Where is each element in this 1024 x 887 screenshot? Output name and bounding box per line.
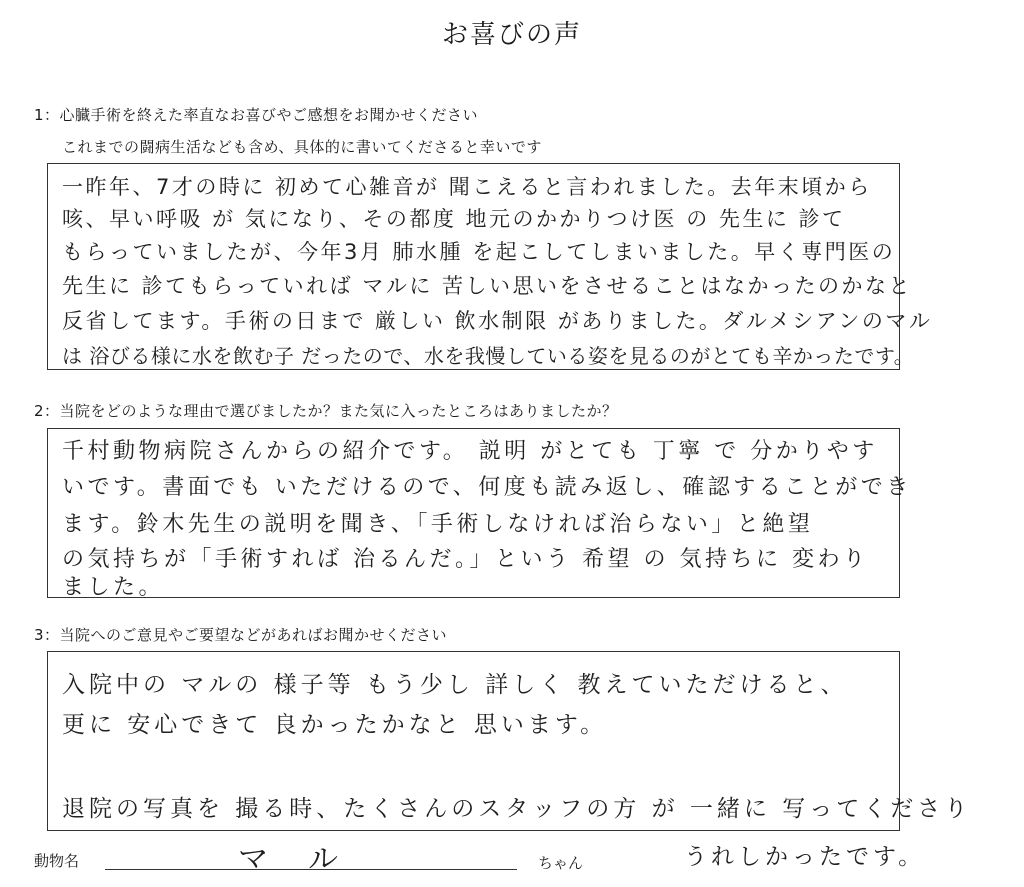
- answer-3-line: 入院中の マルの 様子等 もう少し 詳しく 教えていただけると、: [62, 672, 848, 698]
- question-3: 3：当院へのご意見やご要望などがあればお聞かせください: [34, 626, 448, 644]
- answer-2-line: の気持ちが「手術すれば 治るんだ。」という 希望 の 気持ちに 変わり: [62, 547, 869, 572]
- answer-3-line: 更に 安心できて 良かったかなと 思います。: [62, 712, 608, 738]
- animal-name-suffix: ちゃん: [538, 854, 584, 872]
- answer-1-line: 一昨年、7才の時に 初めて心雑音が 聞こえると言われました。去年末頃から: [62, 175, 872, 199]
- answer-2-line: ます。鈴木先生の説明を聞き、「手術しなければ治らない」と絶望: [62, 512, 814, 537]
- page-title: お喜びの声: [441, 20, 582, 50]
- animal-name-label: 動物名: [34, 852, 80, 870]
- animal-name-underline: [105, 869, 517, 870]
- question-2: 2：当院をどのような理由で選びましたか？また気に入ったところはありましたか？: [34, 402, 618, 420]
- answer-3-line: 退院の写真を 撮る時、たくさんのスタッフの方 が 一緒に 写ってくださり: [62, 796, 972, 822]
- answer-2-line: 千村動物病院さんからの紹介です。 説明 がとても 丁寧 で 分かりやす: [62, 439, 878, 464]
- animal-name-value: マル: [238, 842, 378, 877]
- question-1-note: これまでの闘病生活なども含め、具体的に書いてくださると幸いです: [62, 138, 542, 156]
- answer-1-line: 咳、早い呼吸 が 気になり、その都度 地元のかかりつけ医 の 先生に 診て: [62, 207, 846, 231]
- answer-3-line: うれしかったです。: [684, 844, 926, 870]
- answer-2-line: ました。: [62, 575, 165, 600]
- answer-2-line: いです。書面でも いただけるので、何度も読み返し、確認することができ: [62, 475, 912, 500]
- answer-1-line: 反省してます。手術の日まで 厳しい 飲水制限 がありました。ダルメシアンのマル: [62, 309, 933, 333]
- answer-1-line: は 浴びる様に水を飲む子 だったので、水を我慢している姿を見るのがとても辛かったです。: [62, 344, 915, 368]
- question-1: 1：心臓手術を終えた率直なお喜びやご感想をお聞かせください: [34, 106, 479, 124]
- answer-1-line: もらっていましたが、今年3月 肺水腫 を起こしてしまいました。早く専門医の: [62, 240, 896, 264]
- answer-1-line: 先生に 診てもらっていれば マルに 苦しい思いをさせることはなかったのかなと: [62, 274, 913, 298]
